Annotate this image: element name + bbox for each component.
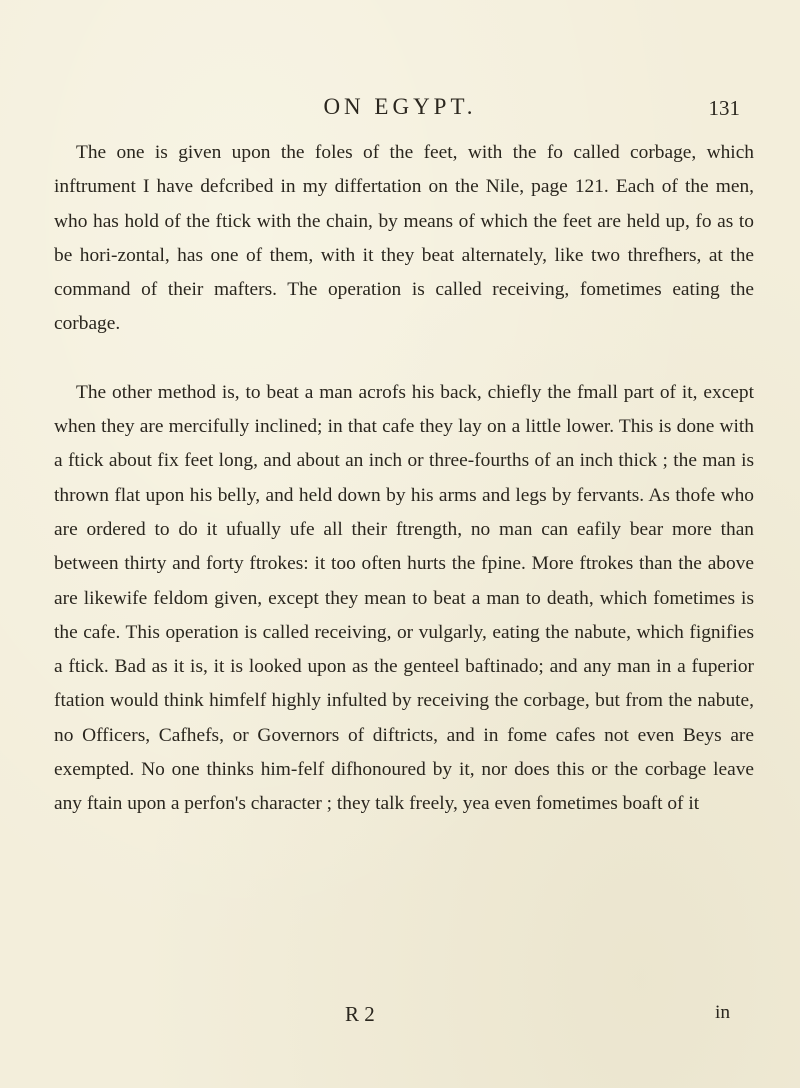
page-footer [0,1002,800,1032]
page-header [0,94,800,124]
page-number: 131 [708,96,740,120]
catchword: in [715,1002,731,1023]
signature-mark: R 2 [345,1002,375,1026]
paragraph-corbage: The one is given upon the foles of the feet, with the fo called corbage, which inftrument I have defcribed in my differtation on the Nile, page 121. Each of the men, who has hold of the ftick with the chain, by means of which the feet are held up, fo as to be hori-zontal, has one of them, with it they beat alternately, like two threfhers, at the command of their mafters. The operation is called receiving, fometimes eating the corbage. [54,142,754,335]
running-head: ON EGYPT. [323,94,477,119]
body-text [54,136,754,822]
paragraph-nabute: The other method is, to beat a man acrofs his back, chiefly the fmall part of it, except when they are mercifully inclined; in that cafe they lay on a little lower. This is done with a ftick about fix feet long, and about an inch or three-fourths of an inch thick ; the man is thrown flat upon his belly, and held down by his arms and legs by fervants. As thofe who are ordered to do it ufually ufe all their ftrength, no man can eafily bear more than between thirty and forty ftrokes: it too often hurts the fpine. More ftrokes than the above are likewife feldom given, except they mean to beat a man to death, which fometimes is the cafe. This operation is called receiving, or vulgarly, eating the nabute, which fignifies a ftick. Bad as it is, it is looked upon as the genteel baftinado; and any man in a fuperior ftation would think himfelf highly infulted by receiving the corbage, but from the nabute, no Officers, Cafhefs, or Governors of diftricts, and in fome cafes not even Beys are exempted. No one thinks him-felf difhonoured by it, nor does this or the corbage leave any ftain upon a perfon's character ; they talk freely, yea even fometimes boaft of it [54,381,754,815]
